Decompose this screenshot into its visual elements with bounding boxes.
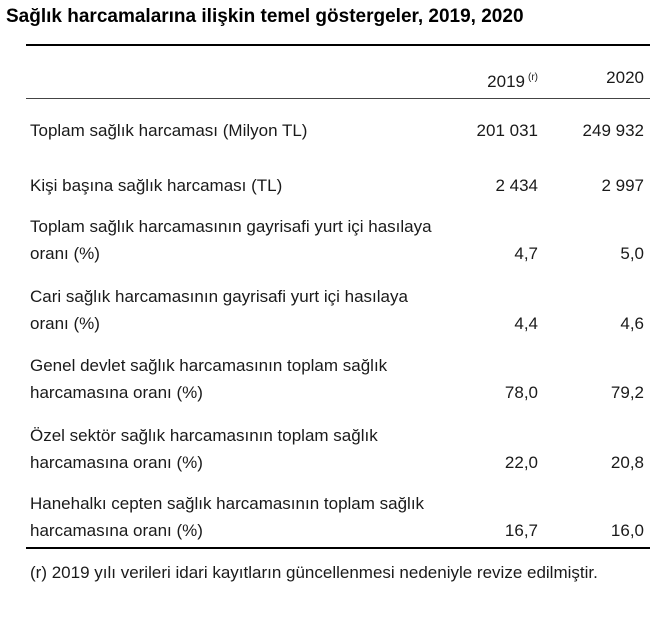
table-row-current-gdp-ratio [30,283,646,337]
header-rule [26,98,650,99]
row-value-2019: 201 031 [476,121,538,140]
row-value-2020: 249 932 [582,121,644,140]
row-label: Özel sektör sağlık harcamasının toplam sağlık harcamasına oranı (%) [30,426,378,472]
table-row-total-expenditure [30,117,646,144]
column-header-2020: 2020 [606,68,644,87]
row-label: Toplam sağlık harcaması (Milyon TL) [30,121,308,140]
row-value-2020: 20,8 [610,453,644,472]
table-bottom-rule [26,547,650,549]
row-value-2019: 4,7 [514,244,538,263]
row-value-2019: 22,0 [504,453,538,472]
row-value-2019: 2 434 [495,176,538,195]
revised-mark: (r) [528,72,538,83]
row-label: Cari sağlık harcamasının gayrisafi yurt içi hasılaya oranı (%) [30,287,408,333]
table-top-rule [26,44,650,46]
row-value-2020: 2 997 [601,176,644,195]
row-value-2019: 4,4 [514,314,538,333]
row-value-2020: 16,0 [610,521,644,540]
row-value-2020: 5,0 [620,244,644,263]
row-label: Kişi başına sağlık harcaması (TL) [30,176,283,195]
table-title: Sağlık harcamalarına ilişkin temel göstergeler, 2019, 2020 [6,6,524,27]
row-label: Hanehalkı cepten sağlık harcamasının toplam sağlık harcamasına oranı (%) [30,494,425,540]
row-value-2019: 16,7 [504,521,538,540]
row-value-2020: 4,6 [620,314,644,333]
row-label: Genel devlet sağlık harcamasının toplam sağlık harcamasına oranı (%) [30,356,388,402]
table-row-household-share [30,490,646,544]
table-row-total-gdp-ratio [30,213,646,267]
row-value-2020: 79,2 [610,383,644,402]
table-row-private-share [30,422,646,476]
footnote: (r) 2019 yılı verileri idari kayıtların güncellenmesi nedeniyle revize edilmiştir. [30,563,598,582]
column-header-2019 [440,68,538,92]
table-row-government-share [30,352,646,406]
row-value-2019: 78,0 [504,383,538,402]
row-label: Toplam sağlık harcamasının gayrisafi yurt içi hasılaya oranı (%) [30,217,432,263]
column-header-2019-year: 2019 [487,72,525,91]
table-row-per-capita [30,172,646,199]
